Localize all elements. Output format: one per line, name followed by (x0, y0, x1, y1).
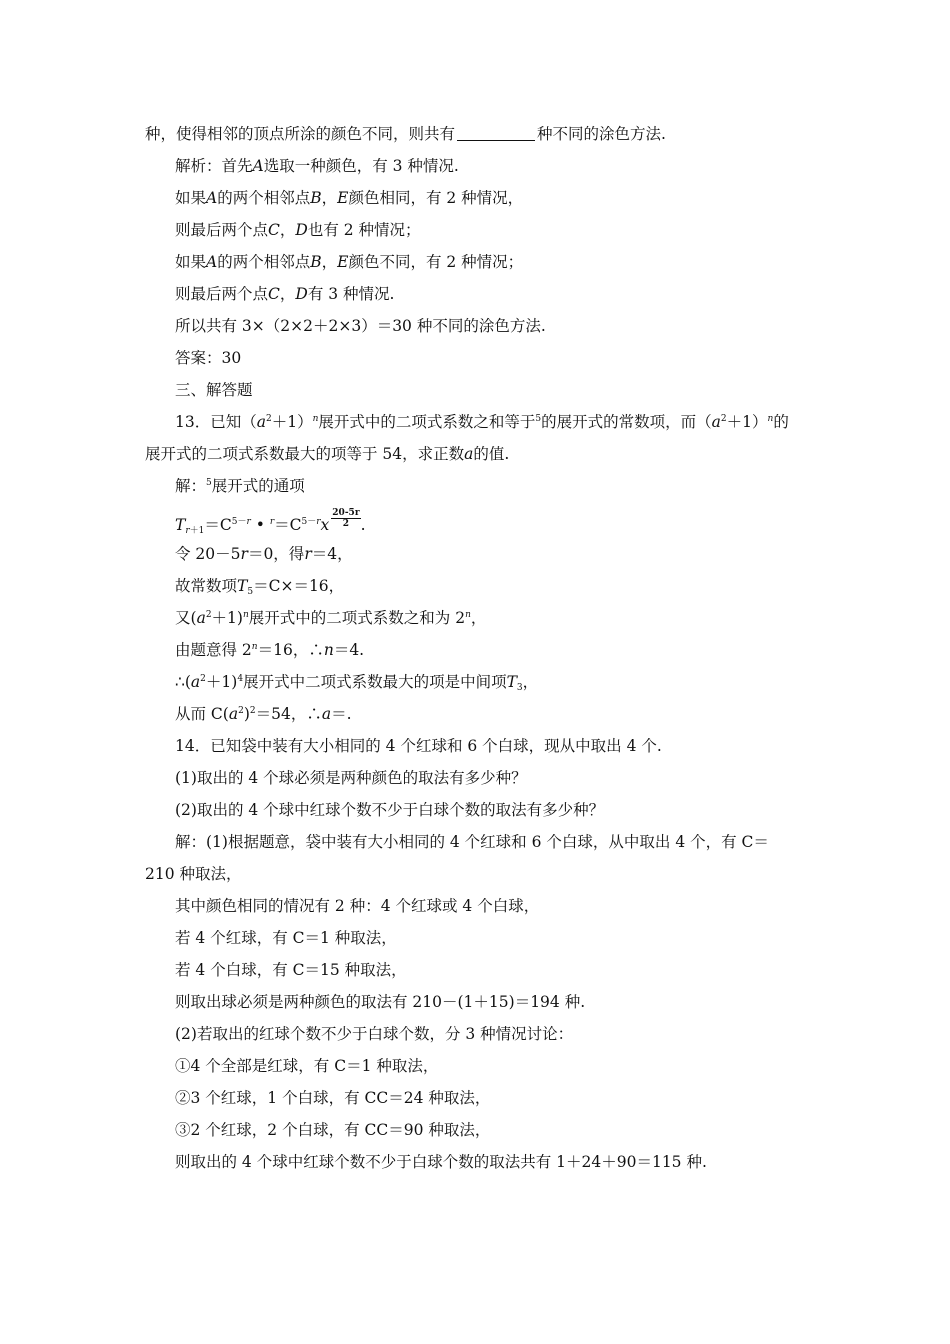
text-span: D (295, 285, 308, 303)
text-span: C (268, 285, 280, 303)
text-span: 20-5r (332, 508, 360, 518)
text-span: 展开式中的二项式系数之和等于 (318, 413, 536, 431)
solution-13-line-8 (175, 704, 352, 724)
text-span: n (251, 642, 258, 652)
solution-13-line-3 (175, 544, 353, 564)
text-span: 的两个相邻点 (217, 253, 311, 271)
text-span: r (269, 517, 275, 527)
solution-14-line-2: 210 种取法， (145, 865, 242, 883)
text-span: ＝C (204, 516, 232, 534)
problem-14-part-2: (2)取出的 4 个球中红球个数不少于白球个数的取法有多少种？ (175, 801, 605, 819)
text-span: ， (522, 673, 539, 691)
text-span: 的两个相邻点 (217, 189, 311, 207)
solution-14-line-5: 若 4 个白球，有 C＝15 种取法， (175, 961, 407, 979)
text-span: 的值. (473, 445, 510, 463)
text-span: r (185, 526, 190, 536)
solution-14-line-6: 则取出球必须是两种颜色的取法有 210－(1＋15)＝194 种. (175, 993, 586, 1011)
text-span: 2 (720, 414, 727, 424)
text-span: ＝. (331, 705, 352, 723)
text-span: 5－ (231, 517, 247, 527)
text-span: ， (321, 253, 338, 271)
exponent-fraction (331, 508, 360, 529)
text-span: E (337, 253, 349, 271)
text-span: • (250, 516, 270, 534)
solution-13-general-term (175, 508, 366, 535)
text-span: 解： (175, 477, 207, 495)
text-span: ＝C (274, 516, 302, 534)
solution-14-conclusion: 则取出的 4 个球中红球个数不少于白球个数的取法共有 1＋24＋90＝115 种. (175, 1153, 707, 1171)
solution-12-line-1 (175, 156, 459, 176)
problem-12-stem (145, 124, 666, 144)
text-span: 也有 2 种情况； (307, 221, 421, 239)
text-span: ＋1) (211, 609, 243, 627)
text-span: 有 3 种情况. (307, 285, 395, 303)
text-span: ＋1 (189, 526, 205, 536)
text-span: n (465, 610, 471, 620)
solution-14-line-8: ①4 个全部是红球，有 C＝1 种取法， (175, 1057, 439, 1075)
text-span: ， (321, 189, 338, 207)
text-span: 颜色相同，有 2 种情况， (348, 189, 524, 207)
text-span: 4 (237, 674, 244, 684)
text-span: . (360, 516, 366, 534)
text-span: 由题意得 2 (175, 641, 252, 659)
text-span: ＝C×＝16， (253, 577, 345, 595)
text-span: 13．已知（ (175, 413, 257, 431)
text-span: A (252, 157, 264, 175)
text-span: A (206, 189, 218, 207)
solution-12-line-4 (175, 252, 523, 272)
text-span: x (320, 516, 330, 534)
solution-14-line-4: 若 4 个红球，有 C＝1 种取法， (175, 929, 397, 947)
text-span: 选取一种颜色，有 3 种情况. (263, 157, 459, 175)
text-span: 颜色不同，有 2 种情况； (348, 253, 524, 271)
text-span: a (321, 705, 332, 723)
solution-12-line-6: 所以共有 3×（2×2＋2×3）＝30 种不同的涂色方法. (175, 317, 546, 335)
text-span: 从而 C( (175, 705, 229, 723)
text-span: 的展开式的常数项，而（ (541, 413, 712, 431)
text-span: ， (279, 285, 296, 303)
text-span: T (175, 516, 186, 534)
text-span: 2 (265, 414, 272, 424)
solution-13-line-5 (175, 608, 486, 628)
solution-14-line-1: 解：(1)根据题意，袋中装有大小相同的 4 个红球和 6 个白球，从中取出 4 个，有 C＝ (175, 833, 769, 851)
problem-13-line-2 (145, 444, 509, 464)
text-span: r (304, 545, 312, 563)
solution-13-line-1 (175, 476, 305, 496)
text-span: ， (470, 609, 487, 627)
text-span: ＋1） (271, 413, 313, 431)
text-span: 2 (249, 706, 256, 716)
section-heading: 三、解答题 (175, 381, 253, 399)
problem-13-line-1 (175, 412, 789, 432)
answer-blank (457, 126, 535, 141)
text-span: r (240, 545, 248, 563)
problem-14-stem: 14．已知袋中装有大小相同的 4 个红球和 6 个白球，现从中取出 4 个. (175, 737, 662, 755)
text-span: 令 20－5 (175, 545, 241, 563)
text-span: 如果 (175, 189, 207, 207)
text-span: 5 (206, 478, 212, 488)
text-span: E (337, 189, 349, 207)
text-span: 5 (535, 414, 542, 424)
text-span: ＝54，∴ (255, 705, 322, 723)
solution-14-line-9: ②3 个红球，1 个白球，有 CC＝24 种取法， (175, 1089, 491, 1107)
text-span: 种不同的涂色方法. (537, 125, 666, 143)
text-span: 则最后两个点 (175, 221, 269, 239)
text-span: 5 (247, 587, 254, 597)
text-span: C (268, 221, 280, 239)
text-span: ＋1) (205, 673, 238, 691)
text-span: ) (243, 705, 250, 723)
text-span: 又( (175, 609, 197, 627)
text-span: a (256, 413, 266, 431)
solution-13-line-7 (175, 672, 538, 692)
problem-14-part-1: (1)取出的 4 个球必须是两种颜色的取法有多少种？ (175, 769, 527, 787)
text-span: 如果 (175, 253, 207, 271)
text-span: ＝0，得 (247, 545, 305, 563)
text-span: 展开式中的二项式系数之和为 2 (248, 609, 466, 627)
text-span: B (310, 189, 322, 207)
text-span: ∴( (175, 673, 191, 691)
text-span: ＝4， (311, 545, 353, 563)
text-span: 展开式中二项式系数最大的项是中间项 (243, 673, 507, 691)
text-span: ＝4. (333, 641, 365, 659)
text-span: 展开式的通项 (211, 477, 305, 495)
text-span: r (316, 517, 321, 527)
text-span: T (237, 577, 248, 595)
solution-13-line-4 (175, 576, 344, 596)
text-span: 故常数项 (175, 577, 238, 595)
text-span: 5－ (301, 517, 317, 527)
text-span: 2 (342, 519, 350, 529)
text-span: 3 (516, 683, 523, 693)
text-span: D (295, 221, 308, 239)
text-span: 的 (773, 413, 789, 431)
solution-14-line-3: 其中颜色相同的情况有 2 种：4 个红球或 4 个白球， (175, 897, 540, 915)
text-span: n (312, 414, 319, 424)
text-span: T (506, 673, 517, 691)
text-span: 2 (205, 610, 212, 620)
solution-14-line-7: (2)若取出的红球个数不少于白球个数，分 3 种情况讨论： (175, 1025, 574, 1043)
text-span: a (196, 609, 206, 627)
answer-12: 答案：30 (175, 349, 242, 367)
text-span: 解析：首先 (175, 157, 253, 175)
text-span: B (310, 253, 322, 271)
text-span: 展开式的二项式系数最大的项等于 54，求正数 (145, 445, 465, 463)
text-span: ＝16，∴ (257, 641, 324, 659)
text-span: A (206, 253, 218, 271)
text-span: ， (279, 221, 296, 239)
text-span: r (246, 517, 251, 527)
text-span: a (464, 445, 474, 463)
text-span: 2 (200, 674, 206, 684)
text-span: ＋1） (726, 413, 768, 431)
text-span: 种，使得相邻的顶点所涂的颜色不同，则共有 (145, 125, 456, 143)
text-span: a (711, 413, 721, 431)
solution-14-line-10: ③2 个红球，2 个白球，有 CC＝90 种取法， (175, 1121, 491, 1139)
text-span: 2 (238, 706, 244, 716)
solution-12-line-3 (175, 220, 421, 240)
text-span: n (767, 414, 774, 424)
text-span: a (228, 705, 239, 723)
text-span: n (242, 610, 249, 620)
text-span: 则最后两个点 (175, 285, 269, 303)
solution-13-line-6 (175, 640, 364, 660)
text-span: a (190, 673, 201, 691)
solution-12-line-2 (175, 188, 523, 208)
solution-12-line-5 (175, 284, 395, 304)
text-span: n (323, 641, 334, 659)
